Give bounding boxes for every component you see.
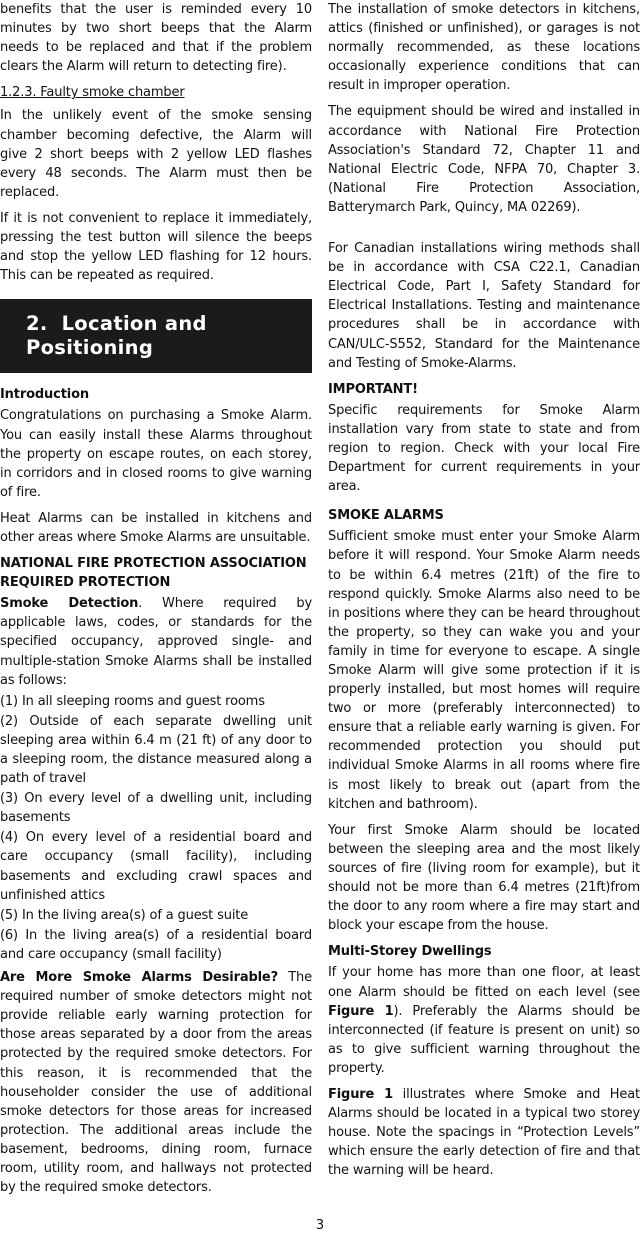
subheading-faulty-chamber: 1.2.3. Faulty smoke chamber [0, 85, 185, 101]
list-item: (3) On every level of a dwelling unit, including basements [0, 791, 312, 826]
figure-reference: Figure 1 [328, 1003, 394, 1019]
paragraph-important: Specific requirements for Smoke Alarm installation vary from state to state and from region to region. Check with your local Fire Department for current requirements in your area. [328, 402, 640, 495]
paragraph-intro: Congratulations on purchasing a Smoke Alarm. You can easily install these Alarms throughout the property on escape routes, on each storey, in corridors and in closed rooms to give warning of fire. [0, 408, 312, 500]
paragraph-heat-alarms: Heat Alarms can be installed in kitchens and other areas where Smoke Alarms are unsuitable. [0, 510, 312, 545]
page-number: 3 [315, 1218, 325, 1233]
section-number: 2. [26, 312, 48, 336]
multi-storey-text-a: If your home has more than one floor, at least one Alarm should be fitted on each level (see [328, 965, 640, 1000]
multi-storey-heading: Multi-Storey Dwellings [328, 944, 492, 960]
paragraph-figure [328, 1085, 640, 1180]
smoke-detection-text: . Where required by applicable laws, codes, or standards for the specified occupancy, approved single- and multiple-station Smoke Alarms shall be installed as follows: [0, 596, 312, 688]
important-heading: IMPORTANT! [328, 381, 418, 397]
paragraph-more-alarms [0, 968, 312, 1197]
section-title: Location and Positioning [26, 312, 207, 360]
paragraph-install-locations: The installation of smoke detectors in kitchens, attics (finished or unfinished), or garages is not normally recommended, as these locations occasionally experience conditions that can result in improper operation. [328, 2, 640, 94]
list-item: (1) In all sleeping rooms and guest rooms [0, 693, 265, 709]
paragraph-canadian: For Canadian installations wiring methods shall be in accordance with CSA C22.1, Canadian Electrical Code, Part I, Safety Standard for Electrical Installations. Testing and maintenance procedures shall be in accordance with CAN/ULC-S552, Standard for the Maintenance and Testing of Smoke-Alarms. [328, 241, 640, 371]
nfpa-heading: NATIONAL FIRE PROTECTION ASSOCIATION REQUIRED PROTECTION [0, 556, 307, 591]
multi-storey-text-b: ). Preferably the Alarms should be interconnected (if feature is present on unit) so as to give sufficient warning throughout the property. [328, 1003, 640, 1076]
section-banner [0, 299, 312, 373]
list-item: (5) In the living area(s) of a guest suite [0, 907, 249, 923]
more-alarms-lead: Are More Smoke Alarms Desirable? [0, 970, 278, 986]
right-column [328, 0, 640, 1207]
paragraph-continued: benefits that the user is reminded every 10 minutes by two short beeps that the Alarm needs to be replaced and that if the problem clears the Alarm will return to detecting fire). [0, 2, 312, 75]
figure-lead: Figure 1 [328, 1086, 394, 1102]
paragraph-first-alarm: Your first Smoke Alarm should be located between the sleeping area and the most likely sources of fire (living room for example), but it should not be more than 6.4 metres (21ft)from the door to any room where a fire may start and block your escape from the house. [328, 822, 640, 934]
paragraph-multi-storey [328, 963, 640, 1078]
paragraph-faulty: In the unlikely event of the smoke sensing chamber becoming defective, the Alarm will give 2 short beeps with 2 yellow LED flashes every 48 seconds. The Alarm must then be replaced. [0, 108, 312, 200]
more-alarms-text: The required number of smoke detectors might not provide reliable early warning protection for those areas separated by a door from the areas protected by the required smoke detectors. For this reason, it is recommended that the householder consider the use of additional smoke detectors for those areas for increased protection. The additional areas include the basement, bedrooms, dining room, furnace room, utility room, and hallways not protected by the required smoke detectors. [0, 970, 312, 1196]
requirement-list [0, 692, 312, 964]
left-column [0, 0, 312, 1207]
paragraph-smoke-detection [0, 594, 312, 689]
list-item: (6) In the living area(s) of a residential board and care occupancy (small facility) [0, 927, 312, 962]
list-item: (2) Outside of each separate dwelling unit sleeping area within 6.4 m (21 ft) of any door to a sleeping room, the distance measured along a path of travel [0, 713, 312, 787]
smoke-detection-lead: Smoke Detection [0, 596, 139, 612]
paragraph-silence: If it is not convenient to replace it immediately, pressing the test button will silence the beeps and stop the yellow LED flashing for 12 hours. This can be repeated as required. [0, 210, 312, 284]
smoke-alarms-heading: SMOKE ALARMS [328, 508, 444, 524]
figure-text: illustrates where Smoke and Heat Alarms should be located in a typical two storey house. Note the spacings in “Protection Levels” which ensure the early detection of fire and that the warning will be heard. [328, 1086, 640, 1179]
list-item: (4) On every level of a residential board and care occupancy (small facility), including basements and excluding crawl spaces and unfinished attics [0, 830, 312, 903]
paragraph-wiring: The equipment should be wired and installed in accordance with National Fire Protection Association's Standard 72, Chapter 11 and National Electric Code, NFPA 70, Chapter 3. (National Fire Protection Association, Batterymarch Park, Quincy, MA 02269). [328, 104, 640, 215]
paragraph-sufficient-smoke: Sufficient smoke must enter your Smoke Alarm before it will respond. Your Smoke Alarm needs to be within 6.4 metres (21ft) of the fire to respond quickly. Smoke Alarms also need to be in positions where they can be heard throughout the property, so they can wake you and your family in time for everyone to escape. A single Smoke Alarm will give some protection if it is properly installed, but most homes will require two or more (preferably interconnected) to ensure that a reliable early warning is given. For recommended protection you should put individual Smoke Alarms in all rooms where fire is most likely to break out (apart from the kitchen and bathroom). [328, 529, 640, 812]
introduction-heading: Introduction [0, 387, 89, 403]
